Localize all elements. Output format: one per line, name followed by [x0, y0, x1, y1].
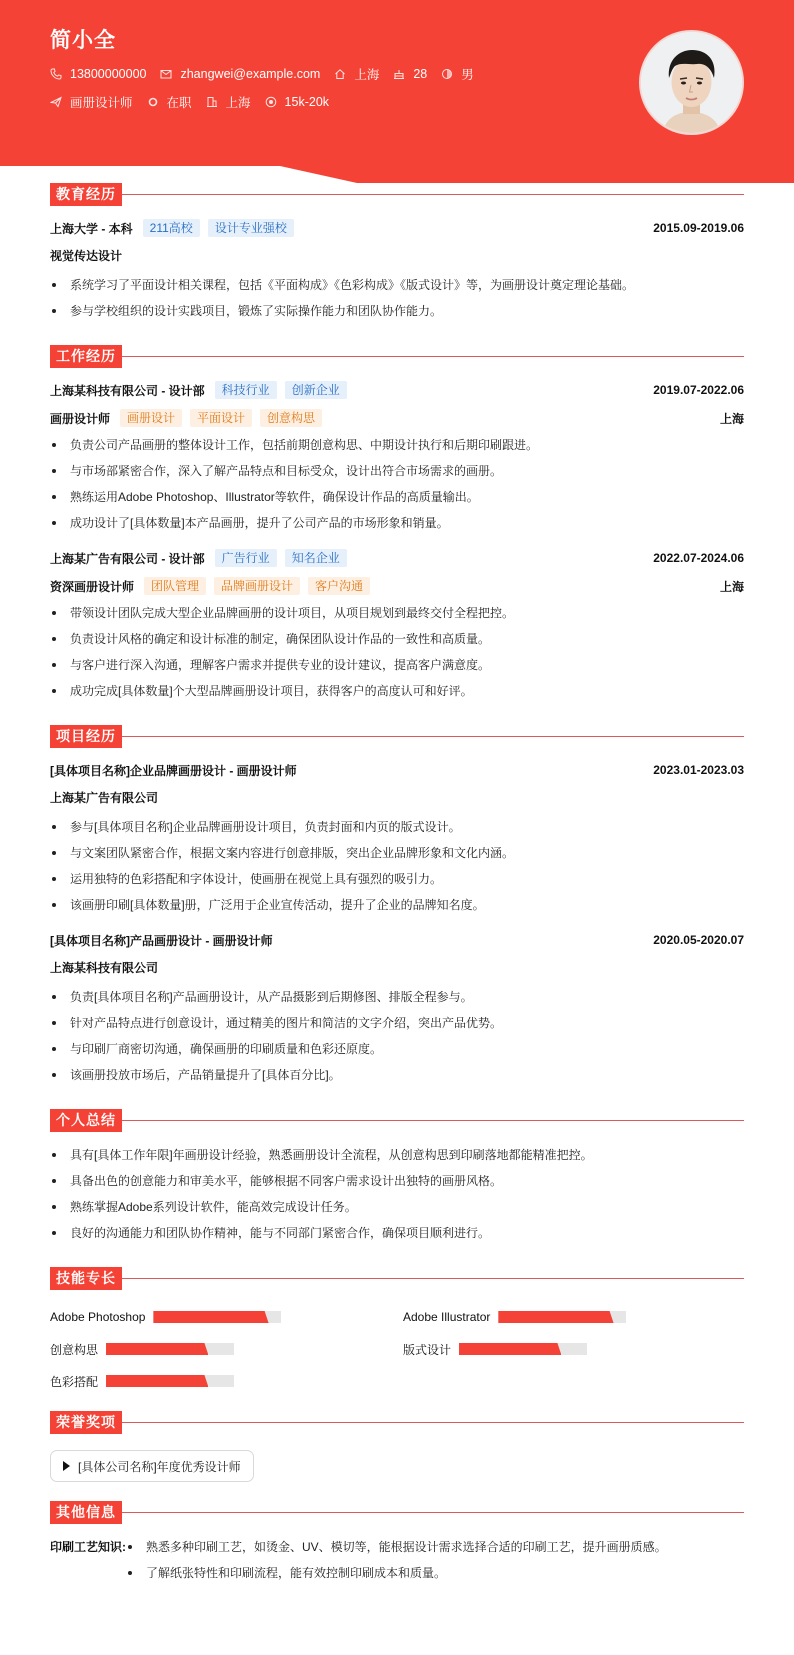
list-item: 带领设计团队完成大型企业品牌画册的设计项目，从项目规划到最终交付全程把控。 [50, 600, 744, 626]
section-header [50, 724, 744, 748]
role-tag: 团队管理 [144, 577, 206, 595]
list-item: 良好的沟通能力和团队协作精神，能与不同部门紧密合作，确保项目顺利进行。 [50, 1220, 744, 1246]
skills-title: 技能专长 [50, 1267, 122, 1290]
school-tag: 211高校 [143, 219, 200, 237]
role-tag: 平面设计 [190, 409, 252, 427]
status-text: 在职 [166, 96, 192, 110]
work-section [50, 344, 744, 704]
resume-body [0, 182, 794, 1606]
project-entry [50, 760, 744, 918]
skill-item [50, 1372, 403, 1390]
list-item: 成功完成[具体数量]个大型品牌画册设计项目，获得客户的高度认可和好评。 [50, 678, 744, 704]
project-date: 2020.05-2020.07 [653, 933, 744, 947]
job-intent-row [50, 94, 488, 110]
job-role: 资深画册设计师 [50, 579, 135, 594]
project-name: [具体项目名称]产品画册设计 - 画册设计师 [50, 933, 273, 948]
section-header [50, 1500, 744, 1524]
list-item: 熟悉多种印刷工艺，如烫金、UV、模切等，能根据设计需求选择合适的印刷工艺，提升画册质感。 [126, 1534, 667, 1560]
project-name: [具体项目名称]企业品牌画册设计 - 画册设计师 [50, 763, 297, 778]
skill-item [403, 1340, 756, 1358]
list-item: 该画册投放市场后，产品销量提升了[具体百分比]。 [50, 1062, 744, 1088]
skill-bar [106, 1343, 234, 1355]
skill-name: Adobe Photoshop [50, 1310, 146, 1324]
project-company: 上海某科技有限公司 [50, 961, 159, 975]
list-item: 具有[具体工作年限]年画册设计经验，熟悉画册设计全流程，从创意构思到印刷落地都能精准把控。 [50, 1142, 744, 1168]
skill-bar [498, 1311, 626, 1323]
company-name: 上海某广告有限公司 - 设计部 [50, 551, 205, 566]
list-item: 系统学习了平面设计相关课程，包括《平面构成》《色彩构成》《版式设计》等，为画册设计奠定理论基础。 [50, 272, 744, 298]
section-divider [122, 736, 744, 737]
header-content [50, 26, 488, 110]
job-entry [50, 548, 744, 704]
phone-info [50, 67, 146, 81]
major: 视觉传达设计 [50, 249, 123, 263]
list-item: 与市场部紧密合作，深入了解产品特点和目标受众，设计出符合市场需求的画册。 [50, 458, 744, 484]
age-text: 28 [413, 67, 428, 81]
list-item: 与客户进行深入沟通，理解客户需求并提供专业的设计建议，提高客户满意度。 [50, 652, 744, 678]
list-item: 与印刷厂商密切沟通，确保画册的印刷质量和色彩还原度。 [50, 1036, 744, 1062]
job-entry [50, 380, 744, 536]
list-item: 运用独特的色彩搭配和字体设计，使画册在视觉上具有强烈的吸引力。 [50, 866, 744, 892]
section-header [50, 1108, 744, 1132]
company-name: 上海某科技有限公司 - 设计部 [50, 383, 205, 398]
home-icon [334, 68, 346, 80]
summary-title: 个人总结 [50, 1109, 122, 1132]
school-tag: 设计专业强校 [208, 219, 294, 237]
building-icon [206, 96, 218, 108]
section-divider [122, 356, 744, 357]
project-date: 2023.01-2023.03 [653, 763, 744, 777]
other-title: 其他信息 [50, 1501, 122, 1524]
skills-grid [50, 1308, 744, 1390]
section-divider [122, 1512, 744, 1513]
list-item: 与文案团队紧密合作，根据文案内容进行创意排版，突出企业品牌形象和文化内涵。 [50, 840, 744, 866]
list-item: 负责公司产品画册的整体设计工作，包括前期创意构思、中期设计执行和后期印刷跟进。 [50, 432, 744, 458]
section-divider [122, 1120, 744, 1121]
award-item[interactable] [50, 1450, 254, 1482]
email-info [160, 67, 320, 81]
job-location: 上海 [719, 411, 744, 426]
education-bullets [50, 272, 744, 324]
job-role: 画册设计师 [50, 411, 111, 426]
list-item: 成功设计了[具体数量]本产品画册，提升了公司产品的市场形象和销量。 [50, 510, 744, 536]
education-entry-header [50, 218, 744, 238]
section-header [50, 1266, 744, 1290]
summary-section [50, 1108, 744, 1246]
list-item: 负责[具体项目名称]产品画册设计，从产品摄影到后期修图、排版全程参与。 [50, 984, 744, 1010]
status-icon [147, 96, 159, 108]
phone-icon [50, 68, 62, 80]
list-item: 熟练掌握Adobe系列设计软件，能高效完成设计任务。 [50, 1194, 744, 1220]
education-date: 2015.09-2019.06 [653, 221, 744, 235]
gender-info [441, 65, 474, 83]
skill-item [50, 1308, 403, 1326]
list-item: 参与学校组织的设计实践项目，锻炼了实际操作能力和团队协作能力。 [50, 298, 744, 324]
candidate-name: 简小全 [50, 29, 116, 52]
job-date: 2022.07-2024.06 [653, 551, 744, 565]
skills-section [50, 1266, 744, 1390]
job-location: 上海 [719, 579, 744, 594]
phone-text: 13800000000 [70, 67, 147, 81]
other-bullets [126, 1534, 667, 1586]
gender-icon [441, 68, 453, 80]
list-item: 针对产品特点进行创意设计，通过精美的图片和简洁的文字介绍，突出产品优势。 [50, 1010, 744, 1036]
role-tag: 画册设计 [120, 409, 182, 427]
role-tag: 创意构思 [260, 409, 322, 427]
section-divider [122, 1278, 744, 1279]
resume-header [0, 0, 794, 185]
projects-title: 项目经历 [50, 725, 122, 748]
gender-text: 男 [461, 68, 474, 82]
skill-name: Adobe Illustrator [403, 1310, 491, 1324]
skill-name: 色彩搭配 [50, 1374, 99, 1389]
company-tag: 广告行业 [215, 549, 277, 567]
position-info [50, 93, 133, 111]
city-text: 上海 [354, 68, 380, 82]
skill-name: 版式设计 [403, 1342, 452, 1357]
cake-icon [393, 68, 405, 80]
project-company: 上海某广告有限公司 [50, 791, 159, 805]
role-tag: 品牌画册设计 [214, 577, 300, 595]
summary-bullets [50, 1142, 744, 1246]
job-bullets [50, 600, 744, 704]
skill-bar [106, 1375, 234, 1387]
school-name: 上海大学 - 本科 [50, 221, 133, 236]
work-title: 工作经历 [50, 345, 122, 368]
list-item: 参与[具体项目名称]企业品牌画册设计项目，负责封面和内页的版式设计。 [50, 814, 744, 840]
list-item: 具备出色的创意能力和审美水平，能够根据不同客户需求设计出独特的画册风格。 [50, 1168, 744, 1194]
position-text: 画册设计师 [70, 96, 133, 110]
role-tag: 客户沟通 [308, 577, 370, 595]
section-header [50, 344, 744, 368]
list-item: 该画册印刷[具体数量]册，广泛用于企业宣传活动，提升了企业的品牌知名度。 [50, 892, 744, 918]
play-triangle-icon [63, 1461, 70, 1471]
section-divider [122, 194, 744, 195]
awards-section [50, 1410, 744, 1482]
project-bullets [50, 984, 744, 1088]
skill-item [50, 1340, 403, 1358]
awards-title: 荣誉奖项 [50, 1411, 122, 1434]
contact-row [50, 66, 488, 82]
salary-info [265, 95, 329, 109]
project-bullets [50, 814, 744, 918]
project-entry [50, 930, 744, 1088]
projects-section [50, 724, 744, 1088]
education-section [50, 182, 744, 324]
company-tag: 创新企业 [285, 381, 347, 399]
skill-fill [498, 1311, 613, 1323]
list-item: 熟练运用Adobe Photoshop、Illustrator等软件，确保设计作品的高质量输出。 [50, 484, 744, 510]
status-info [147, 93, 192, 111]
city-info [334, 65, 379, 83]
award-text: [具体公司名称]年度优秀设计师 [78, 1459, 241, 1474]
mail-icon [160, 68, 172, 80]
section-header [50, 1410, 744, 1434]
skill-name: 创意构思 [50, 1342, 99, 1357]
job-date: 2019.07-2022.06 [653, 383, 744, 397]
work-city-text: 上海 [225, 96, 251, 110]
skill-fill [153, 1311, 268, 1323]
skill-bar [153, 1311, 281, 1323]
list-item: 了解纸张特性和印刷流程，能有效控制印刷成本和质量。 [126, 1560, 667, 1586]
work-city-info [206, 93, 251, 111]
salary-icon [265, 96, 277, 108]
avatar-photo [641, 32, 742, 133]
skill-item [403, 1308, 756, 1326]
skill-fill [459, 1343, 561, 1355]
company-tag: 科技行业 [215, 381, 277, 399]
other-label: 印刷工艺知识: [50, 1540, 126, 1554]
education-title: 教育经历 [50, 183, 122, 206]
skill-fill [106, 1343, 208, 1355]
section-divider [122, 1422, 744, 1423]
job-bullets [50, 432, 744, 536]
send-icon [50, 96, 62, 108]
email-text: zhangwei@example.com [180, 67, 321, 81]
skill-bar [459, 1343, 587, 1355]
list-item: 负责设计风格的确定和设计标准的制定，确保团队设计作品的一致性和高质量。 [50, 626, 744, 652]
skill-fill [106, 1375, 208, 1387]
other-section [50, 1500, 744, 1586]
age-info [393, 67, 427, 81]
section-header [50, 182, 744, 206]
salary-text: 15k-20k [284, 95, 330, 109]
avatar [639, 30, 744, 135]
other-info-row [50, 1534, 744, 1586]
company-tag: 知名企业 [285, 549, 347, 567]
